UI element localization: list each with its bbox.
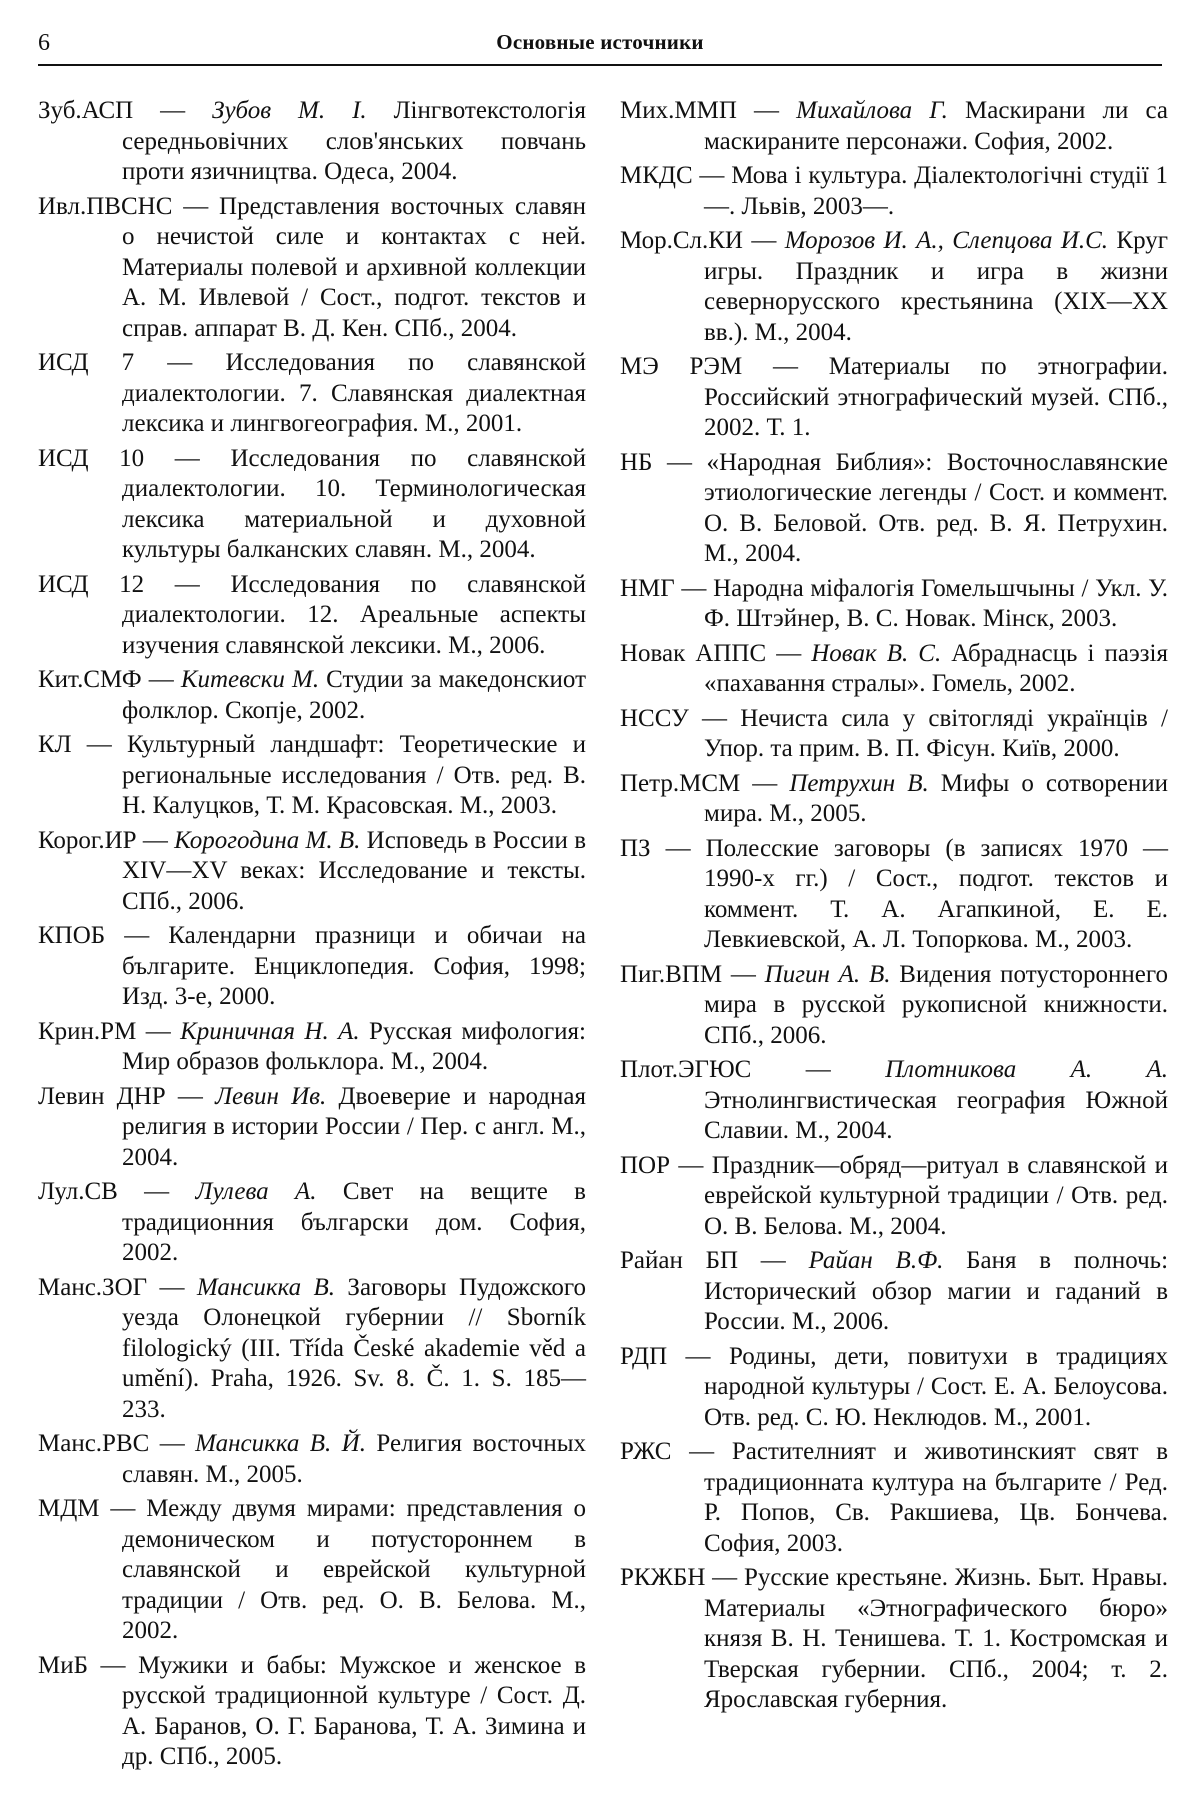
bibliography-entry — [38, 1429, 586, 1490]
entry-abbreviation: РЖС — [620, 1438, 672, 1465]
bibliography-entry — [620, 1437, 1168, 1559]
entry-abbreviation: РДП — [620, 1342, 668, 1370]
bibliography-entry — [620, 1563, 1168, 1716]
entry-abbreviation: Мих.ММП — [620, 97, 737, 124]
entry-text: Исследования по славянской диалектологии. 10. Терминологическая лексика материальной и духовной культуры балканских славян. М., 2004. — [122, 444, 586, 563]
entry-author: Левин Ив. — [215, 1082, 327, 1110]
bibliography-entry — [38, 921, 586, 1013]
entry-text: Свет на вещите в традиционния български дом. София, 2002. — [122, 1178, 586, 1266]
entry-separator: — — [141, 666, 181, 693]
entry-text: Полесские заговоры (в записях 1970 — 1990-х гг.) / Сост., подгот. текстов и коммент. Т. А. Агапкиной, Е. Е. Левкиевской, А. Л. Топоркова. М., 2003. — [704, 834, 1169, 953]
bibliography-entry — [620, 1342, 1168, 1434]
entry-author: Зубов М. І. — [212, 97, 367, 124]
entry-separator: — — [736, 97, 797, 124]
entry-abbreviation: Манс.ЗОГ — [38, 1273, 148, 1301]
entry-abbreviation: ПОР — [620, 1151, 671, 1179]
entry-text: Круг игры. Праздник и игра в жизни севернорусского крестьянина (XIX—XX вв.). М., 2004. — [704, 227, 1169, 346]
entry-text: Между двумя мирами: представления о демоническом и потустороннем в славянской и еврейской культурной традиции / Отв. ред. О. В. Белова. М., 2002. — [122, 1495, 586, 1644]
entry-text: Русские крестьяне. Жизнь. Быт. Нравы. Материалы «Этнографического бюро» князя В. Н. Тенишева. Т. 1. Костромская и Тверская губернии. СПб., 2004; т. 2. Ярославская губерния. — [704, 1564, 1168, 1713]
entry-abbreviation: НБ — [620, 448, 653, 476]
entry-text: Материалы по этнографии. Российский этнографический музей. СПб., 2002. Т. 1. — [704, 353, 1168, 441]
right-column — [620, 96, 1168, 1720]
entry-abbreviation: Петр.МСМ — [620, 769, 741, 797]
bibliography-entry — [38, 665, 586, 726]
bibliography-entry — [620, 96, 1168, 157]
page-header — [38, 30, 1162, 66]
entry-text: Двоеверие и народная религия в истории России / Пер. с англ. М., 2004. — [122, 1082, 586, 1171]
entry-author: Лулева А. — [195, 1178, 317, 1205]
entry-separator: — — [705, 1564, 744, 1591]
entry-abbreviation: Ивл.ПВСНС — [38, 192, 173, 220]
entry-abbreviation: ИСД 10 — [38, 444, 145, 472]
entry-text: Нечиста сила у світогляді українців / Упор. та прим. В. П. Фісун. Київ, 2000. — [704, 704, 1168, 762]
entry-separator: — — [99, 1495, 147, 1522]
entry-author: Пигин А. В. — [764, 960, 891, 988]
left-column — [38, 96, 586, 1777]
entry-abbreviation: Крин.РМ — [38, 1017, 137, 1045]
bibliography-entry — [620, 769, 1168, 830]
entry-separator: — — [740, 769, 790, 797]
entry-author: Новак В. С. — [811, 639, 942, 667]
bibliography-entry — [620, 352, 1168, 444]
entry-abbreviation: МДМ — [38, 1495, 100, 1522]
entry-text: Мифы о сотворении мира. М., 2005. — [704, 769, 1168, 827]
bibliography-entry — [38, 444, 586, 566]
entry-author: Мансикка В. — [196, 1273, 336, 1301]
entry-abbreviation: Кит.СМФ — [38, 666, 142, 693]
entry-abbreviation: Мор.Сл.КИ — [620, 227, 743, 254]
bibliography-entry — [620, 161, 1168, 222]
entry-text: Религия восточных славян. М., 2005. — [122, 1430, 587, 1488]
entry-author: Мансикка В. Й. — [195, 1430, 366, 1457]
page-number: 6 — [38, 30, 50, 56]
entry-author: Криничная Н. А. — [180, 1017, 360, 1045]
bibliography-entry — [620, 704, 1168, 765]
entry-separator: — — [688, 704, 741, 732]
entry-separator: — — [722, 960, 765, 988]
entry-text: Представления восточных славян о нечистой силе и контактах с ней. Материалы полевой и архивной коллекции А. М. Ивлевой / Сост., подгот. текстов и справ. аппарат В. Д. Кен. СПб., 2004. — [122, 192, 587, 342]
entry-text: Родины, дети, повитухи в традициях народной культуры / Сост. Е. А. Белоусова. Отв. ред. С. Ю. Неклюдов. М., 2001. — [704, 1342, 1168, 1431]
entry-separator: — — [766, 639, 812, 667]
entry-separator: — — [671, 1438, 732, 1465]
entry-separator: — — [71, 731, 127, 758]
entry-abbreviation: Манс.РВС — [38, 1430, 150, 1457]
entry-abbreviation: Левин ДНР — [38, 1082, 166, 1110]
bibliography-entry — [38, 1273, 586, 1426]
bibliography-entry — [620, 639, 1168, 700]
entry-text: Лінгвотекстологія середньовічних слов'янських повчань проти язичництва. Одеса, 2004. — [122, 97, 586, 185]
entry-abbreviation: Пиг.ВПМ — [620, 960, 723, 988]
bibliography-entry — [620, 960, 1168, 1052]
entry-author: Плотникова А. А. — [885, 1056, 1169, 1083]
bibliography-entry — [38, 1017, 586, 1078]
entry-separator: — — [136, 826, 175, 854]
bibliography-entry — [620, 1055, 1168, 1147]
entry-abbreviation: ПЗ — [620, 834, 651, 862]
bibliography-entry — [620, 1151, 1168, 1243]
entry-separator: — — [670, 1151, 712, 1179]
bibliography-entry — [38, 1651, 586, 1773]
entry-abbreviation: Лул.СВ — [38, 1178, 118, 1205]
entry-text: «Народная Библия»: Восточнославянские этиологические легенды / Сост. и коммент. О. В. Беловой. Отв. ред. В. Я. Петрухин. М., 2004. — [704, 448, 1168, 567]
entry-text: Русская мифология: Мир образов фольклора. М., 2004. — [122, 1017, 586, 1075]
entry-text: Баня в полночь: Исторический обзор магии и гаданий в России. М., 2006. — [704, 1247, 1169, 1335]
bibliography-entry — [38, 1082, 586, 1174]
entry-text: Видения потустороннего мира в русской рукописной книжности. СПб., 2006. — [704, 960, 1169, 1049]
entry-separator: — — [751, 1056, 886, 1083]
bibliography-entry — [38, 1177, 586, 1269]
entry-text: Маскирани ли са маскираните персонажи. София, 2002. — [704, 97, 1168, 155]
entry-separator: — — [144, 570, 231, 598]
entry-text: Студии за македонскиот фолклор. Скопје, 2002. — [122, 666, 587, 724]
entry-text: Растителният и животинският свят в традиционната култура на българите / Ред. Р. Попов, Св. Ракшиева, Цв. Бончева. София, 2003. — [704, 1438, 1168, 1557]
entry-abbreviation: МиБ — [38, 1651, 88, 1679]
entry-separator: — — [652, 448, 707, 476]
entry-separator: — — [147, 1273, 197, 1301]
entry-separator: — — [650, 834, 706, 862]
entry-text: Мужики и бабы: Мужское и женское в русской традиционной культуре / Сост. Д. А. Баранов, О. Г. Баранова, Т. А. Зимина и др. СПб., 2005. — [122, 1651, 587, 1770]
entry-separator: — — [667, 1342, 729, 1370]
entry-text: Абраднасць і паэзія «пахавання стралы». Гомель, 2002. — [704, 639, 1168, 697]
entry-text: Культурный ландшафт: Теоретические и региональные исследования / Отв. ред. В. Н. Калуцков, Т. М. Красовская. М., 2003. — [122, 731, 587, 819]
entry-abbreviation: МКДС — [620, 162, 693, 189]
entry-author: Райан В.Ф. — [808, 1247, 944, 1274]
entry-abbreviation: ИСД 12 — [38, 570, 145, 598]
entry-abbreviation: Новак АППС — [620, 639, 767, 667]
entry-abbreviation: НССУ — [620, 704, 689, 732]
bibliography-entry — [38, 96, 586, 188]
entry-separator: — — [692, 162, 732, 189]
entry-abbreviation: Зуб.АСП — [38, 97, 134, 124]
running-head: Основные источники — [496, 30, 704, 54]
entry-abbreviation: ИСД 7 — [38, 349, 135, 376]
entry-abbreviation: Плот.ЭГЮС — [620, 1056, 752, 1083]
entry-text: Исповедь в России в XIV—XV веках: Исследование и тексты. СПб., 2006. — [122, 826, 587, 915]
bibliography-entry — [620, 448, 1168, 570]
bibliography-entry — [620, 574, 1168, 635]
entry-text: Исследования по славянской диалектологии. 7. Славянская диалектная лексика и лингвогеография. М., 2001. — [122, 349, 586, 437]
entry-separator: — — [742, 353, 829, 380]
entry-separator: — — [743, 227, 785, 254]
entry-author: Петрухин В. — [789, 769, 929, 797]
bibliography-entry — [38, 1494, 586, 1647]
entry-separator: — — [105, 922, 169, 949]
entry-abbreviation: Корог.ИР — [38, 826, 137, 854]
entry-separator: — — [149, 1430, 196, 1457]
entry-abbreviation: МЭ РЭМ — [620, 353, 743, 380]
entry-author: Морозов И. А., Слепцова И.С. — [784, 227, 1109, 254]
bibliography-entry — [38, 730, 586, 822]
bibliography-entry — [620, 834, 1168, 956]
entry-text: Мова і культура. Діалектологічні студії 1—. Львів, 2003—. — [704, 162, 1168, 220]
entry-text: Календарни празници и обичаи на българите. Енциклопедия. София, 1998; Изд. 3-е, 2000. — [122, 922, 587, 1010]
entry-separator: — — [133, 97, 213, 124]
entry-abbreviation: НМГ — [620, 574, 675, 602]
bibliography-entry — [38, 570, 586, 662]
entry-abbreviation: Райан БП — [620, 1247, 739, 1274]
entry-separator: — — [136, 1017, 181, 1045]
bibliography-entry — [38, 348, 586, 440]
entry-text: Исследования по славянской диалектологии. 12. Ареальные аспекты изучения славянской лексики. М., 2006. — [122, 570, 586, 659]
entry-separator: — — [165, 1082, 216, 1110]
entry-text: Праздник—обряд—ритуал в славянской и еврейской культурной традиции / Отв. ред. О. В. Белова. М., 2004. — [704, 1151, 1168, 1240]
bibliography-entry — [38, 826, 586, 918]
entry-separator: — — [117, 1178, 196, 1205]
entry-author: Михайлова Г. — [796, 97, 948, 124]
bibliography-entry — [620, 1246, 1168, 1338]
entry-separator: — — [738, 1247, 809, 1274]
entry-text: Этнолингвистическая география Южной Славии. М., 2004. — [704, 1086, 1168, 1144]
entry-separator: — — [134, 349, 226, 376]
bibliography-entry — [38, 192, 586, 345]
entry-abbreviation: КПОБ — [38, 922, 106, 949]
entry-abbreviation: КЛ — [38, 731, 72, 758]
entry-separator: — — [674, 574, 714, 602]
entry-separator: — — [87, 1651, 139, 1679]
entry-separator: — — [144, 444, 231, 472]
entry-text: Народна міфалогія Гомельшчыны / Укл. У. Ф. Штэйнер, В. С. Новак. Мінск, 2003. — [704, 574, 1168, 632]
entry-separator: — — [172, 192, 220, 220]
entry-author: Корогодина М. В. — [174, 826, 361, 854]
entry-author: Китевски М. — [180, 666, 320, 693]
bibliography-entry — [620, 226, 1168, 348]
entry-text: Заговоры Пудожского уезда Олонецкой губернии // Sborník filologický (III. Třída České akademie věd a umění). Praha, 1926. Sv. 8. Č. 1. S. 185—233. — [122, 1273, 586, 1423]
entry-abbreviation: РКЖБН — [620, 1564, 706, 1591]
